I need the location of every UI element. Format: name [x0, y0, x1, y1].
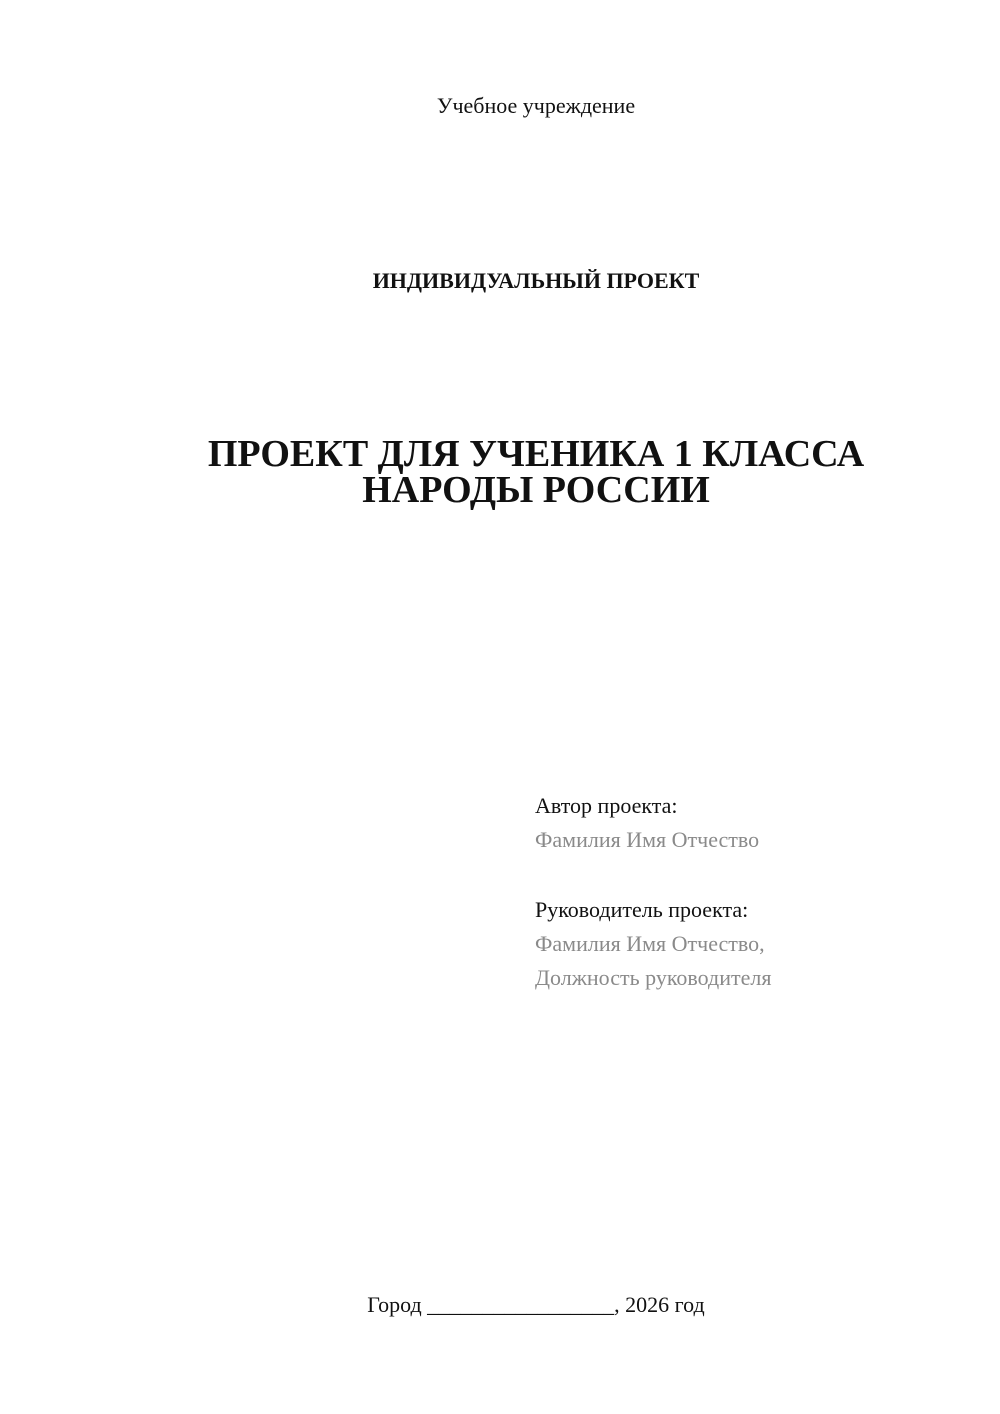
author-name: Фамилия Имя Отчество	[535, 827, 760, 852]
meta-spacer	[535, 857, 955, 893]
author-label: Автор проекта:	[535, 793, 678, 818]
project-title-line-2: НАРОДЫ РОССИИ	[362, 469, 710, 511]
project-meta	[535, 789, 955, 995]
project-title	[0, 433, 1000, 511]
city-year-line: Город _________________, 2026 год	[367, 1292, 705, 1317]
institution-name: Учебное учреждение	[436, 93, 636, 118]
supervisor-position: Должность руководителя	[535, 965, 772, 990]
project-title-line-1: ПРОЕКТ ДЛЯ УЧЕНИКА 1 КЛАССА	[207, 433, 865, 475]
document-type: ИНДИВИДУАЛЬНЫЙ ПРОЕКТ	[372, 268, 700, 293]
supervisor-label: Руководитель проекта:	[535, 897, 749, 922]
supervisor-name: Фамилия Имя Отчество,	[535, 931, 765, 956]
